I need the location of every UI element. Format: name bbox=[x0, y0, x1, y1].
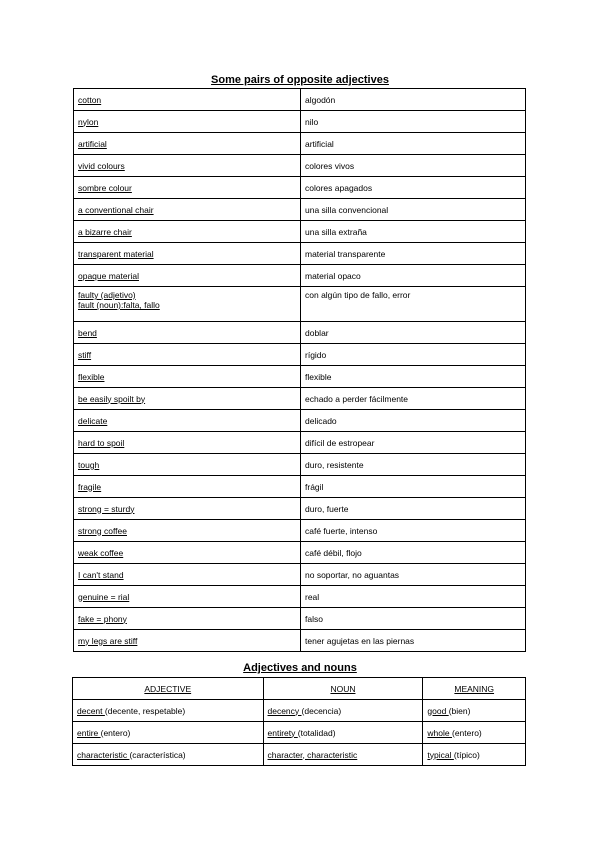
spanish-cell: café fuerte, intenso bbox=[301, 520, 526, 542]
adjective-cell bbox=[73, 744, 264, 766]
translation: (totalidad) bbox=[297, 727, 336, 738]
english-cell: opaque material bbox=[74, 265, 301, 287]
opposites-title: Some pairs of opposite adjectives bbox=[211, 74, 389, 86]
english-cell: I can't stand bbox=[74, 564, 301, 586]
term: whole bbox=[427, 727, 452, 738]
english-cell: cotton bbox=[74, 89, 301, 111]
english-cell: artificial bbox=[74, 133, 301, 155]
table-row bbox=[74, 432, 526, 454]
noun-cell bbox=[263, 744, 423, 766]
translation: (típico) bbox=[453, 749, 480, 760]
english-cell: genuine = rial bbox=[74, 586, 301, 608]
table-row bbox=[74, 133, 526, 155]
opposites-table bbox=[73, 88, 526, 652]
table-row bbox=[74, 388, 526, 410]
adjectives-nouns-title: Adjectives and nouns bbox=[243, 662, 357, 674]
table-row bbox=[74, 476, 526, 498]
table-row bbox=[74, 410, 526, 432]
spanish-cell: echado a perder fácilmente bbox=[301, 388, 526, 410]
adjectives-nouns-table bbox=[72, 677, 526, 766]
adjective-cell bbox=[73, 722, 264, 744]
english-cell: a conventional chair bbox=[74, 199, 301, 221]
table-row bbox=[73, 700, 526, 722]
table-row bbox=[74, 366, 526, 388]
spanish-cell: falso bbox=[301, 608, 526, 630]
term: entire bbox=[77, 727, 101, 738]
table-row bbox=[74, 586, 526, 608]
translation: (decencia) bbox=[301, 705, 342, 716]
english-cell: fragile bbox=[74, 476, 301, 498]
column-header-adjective: ADJECTIVE bbox=[73, 678, 264, 700]
english-cell: my legs are stiff bbox=[74, 630, 301, 652]
spanish-cell: doblar bbox=[301, 322, 526, 344]
english-cell: sombre colour bbox=[74, 177, 301, 199]
table-row bbox=[74, 630, 526, 652]
spanish-cell: rígido bbox=[301, 344, 526, 366]
noun-cell bbox=[263, 722, 423, 744]
term: decency bbox=[267, 705, 302, 716]
english-cell: delicate bbox=[74, 410, 301, 432]
table-row bbox=[74, 199, 526, 221]
english-cell bbox=[74, 287, 301, 322]
spanish-cell: duro, fuerte bbox=[301, 498, 526, 520]
term: decent bbox=[77, 705, 105, 716]
table-row bbox=[74, 111, 526, 133]
spanish-cell: real bbox=[301, 586, 526, 608]
translation: (entero) bbox=[452, 727, 482, 738]
translation: (característica) bbox=[129, 749, 186, 760]
spanish-cell: café débil, flojo bbox=[301, 542, 526, 564]
table-row bbox=[74, 265, 526, 287]
table-row bbox=[74, 177, 526, 199]
table-row bbox=[74, 243, 526, 265]
spanish-cell: material opaco bbox=[301, 265, 526, 287]
spanish-cell: una silla extraña bbox=[301, 221, 526, 243]
table-row bbox=[73, 722, 526, 744]
translation: (decente, respetable) bbox=[104, 705, 186, 716]
translation: (bien) bbox=[448, 705, 471, 716]
spanish-cell: una silla convencional bbox=[301, 199, 526, 221]
term: character, characteristic bbox=[267, 749, 358, 760]
spanish-cell: con algún tipo de fallo, error bbox=[301, 287, 526, 322]
spanish-cell: delicado bbox=[301, 410, 526, 432]
column-header-meaning: MEANING bbox=[423, 678, 526, 700]
table-row bbox=[74, 542, 526, 564]
table-row bbox=[74, 608, 526, 630]
spanish-cell: duro, resistente bbox=[301, 454, 526, 476]
spanish-cell: colores vivos bbox=[301, 155, 526, 177]
term: typical bbox=[427, 749, 454, 760]
spanish-cell: no soportar, no aguantas bbox=[301, 564, 526, 586]
table-row bbox=[74, 498, 526, 520]
table-row bbox=[74, 287, 526, 322]
english-cell: stiff bbox=[74, 344, 301, 366]
english-line: faulty (adjetivo) bbox=[78, 290, 136, 300]
translation: (entero) bbox=[100, 727, 131, 738]
meaning-cell bbox=[423, 744, 526, 766]
table-row bbox=[74, 155, 526, 177]
english-cell: strong = sturdy bbox=[74, 498, 301, 520]
english-cell: tough bbox=[74, 454, 301, 476]
english-cell: hard to spoil bbox=[74, 432, 301, 454]
table-row bbox=[74, 454, 526, 476]
table-row bbox=[74, 520, 526, 542]
table-row bbox=[74, 344, 526, 366]
english-cell: fake = phony bbox=[74, 608, 301, 630]
english-cell: flexible bbox=[74, 366, 301, 388]
table-row bbox=[74, 564, 526, 586]
table-header-row bbox=[73, 678, 526, 700]
spanish-cell: frágil bbox=[301, 476, 526, 498]
english-cell: strong coffee bbox=[74, 520, 301, 542]
table-row bbox=[74, 89, 526, 111]
term: entirety bbox=[267, 727, 298, 738]
spanish-cell: algodón bbox=[301, 89, 526, 111]
spanish-cell: artificial bbox=[301, 133, 526, 155]
term: characteristic bbox=[77, 749, 130, 760]
spanish-cell: flexible bbox=[301, 366, 526, 388]
spanish-cell: nilo bbox=[301, 111, 526, 133]
spanish-cell: colores apagados bbox=[301, 177, 526, 199]
meaning-cell bbox=[423, 722, 526, 744]
spanish-cell: material transparente bbox=[301, 243, 526, 265]
english-cell: nylon bbox=[74, 111, 301, 133]
english-cell: a bizarre chair bbox=[74, 221, 301, 243]
english-cell: transparent material bbox=[74, 243, 301, 265]
column-header-noun: NOUN bbox=[263, 678, 423, 700]
english-cell: weak coffee bbox=[74, 542, 301, 564]
table-row bbox=[74, 322, 526, 344]
english-cell: bend bbox=[74, 322, 301, 344]
meaning-cell bbox=[423, 700, 526, 722]
table-row bbox=[74, 221, 526, 243]
spanish-cell: difícil de estropear bbox=[301, 432, 526, 454]
english-line: fault (noun):falta, fallo bbox=[78, 300, 160, 310]
english-cell: be easily spoilt by bbox=[74, 388, 301, 410]
table-row bbox=[73, 744, 526, 766]
term: good bbox=[427, 705, 449, 716]
spanish-cell: tener agujetas en las piernas bbox=[301, 630, 526, 652]
english-cell: vivid colours bbox=[74, 155, 301, 177]
noun-cell bbox=[263, 700, 423, 722]
adjective-cell bbox=[73, 700, 264, 722]
